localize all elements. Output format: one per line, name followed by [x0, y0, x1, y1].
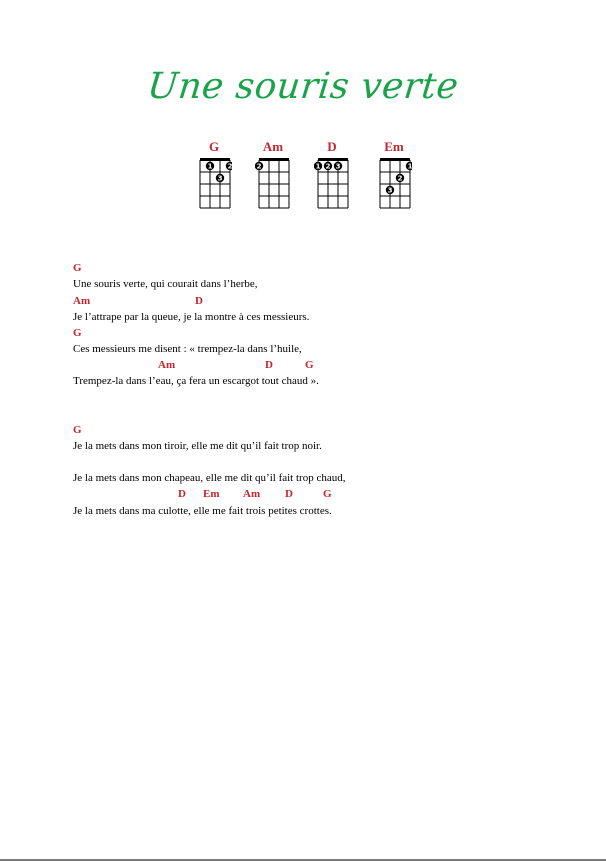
song-title: Une souris verte	[145, 66, 461, 107]
chord-nut	[259, 158, 289, 161]
finger-number: 2	[256, 162, 262, 171]
lyric-line: Une souris verte, qui courait dans l’herbe,	[73, 278, 258, 290]
finger-number: 2	[227, 162, 232, 171]
finger-number: 2	[325, 162, 331, 171]
chord-line	[73, 295, 473, 308]
finger-number: 3	[335, 162, 341, 171]
chord-grid-g	[196, 156, 232, 212]
chord-label: G	[73, 424, 82, 436]
finger-number: 1	[207, 162, 213, 171]
chord-label: D	[285, 488, 293, 500]
chord-line	[73, 424, 473, 437]
chord-label: Am	[158, 359, 176, 371]
chord-line	[73, 327, 473, 340]
chord-diagram-em	[364, 140, 424, 212]
chord-line	[73, 488, 473, 501]
chord-diagram-name: Em	[384, 139, 404, 154]
chord-line	[73, 262, 473, 275]
finger-number: 3	[217, 174, 223, 183]
finger-number: 1	[407, 162, 412, 171]
chord-label: D	[195, 295, 203, 307]
chord-label: G	[305, 359, 314, 371]
chord-grid-am	[255, 156, 291, 212]
finger-number: 2	[397, 174, 403, 183]
lyric-line: Je l’attrape par la queue, je la montre à ces messieurs.	[73, 311, 310, 323]
lyric-line: Ces messieurs me disent : « trempez-la dans l’huile,	[73, 343, 302, 355]
chord-label: Am	[73, 295, 91, 307]
chord-nut	[318, 158, 348, 161]
lyric-line: Je la mets dans mon tiroir, elle me dit qu’il fait trop noir.	[73, 440, 322, 452]
chord-diagram-name: Am	[262, 139, 284, 154]
chord-label: Em	[203, 488, 220, 500]
chord-diagram-name: D	[327, 139, 337, 154]
chord-line	[73, 359, 473, 372]
chord-grid-em	[376, 156, 412, 212]
finger-number: 3	[387, 186, 393, 195]
chord-diagram-d	[302, 140, 362, 212]
chord-nut	[200, 158, 230, 161]
chord-grid-d	[314, 156, 350, 212]
chord-label: Am	[243, 488, 261, 500]
finger-number: 1	[315, 162, 321, 171]
lyric-line: Trempez-la dans l’eau, ça fera un escargot tout chaud ».	[73, 375, 319, 387]
chord-diagram-am	[243, 140, 303, 212]
lyric-line: Je la mets dans ma culotte, elle me fait trois petites crottes.	[73, 505, 332, 517]
chord-label: G	[73, 327, 82, 339]
chord-nut	[380, 158, 410, 161]
chord-label: G	[73, 262, 82, 274]
lyric-line: Je la mets dans mon chapeau, elle me dit qu’il fait trop chaud,	[73, 472, 346, 484]
chord-diagram-name: G	[208, 139, 220, 154]
chord-label: D	[178, 488, 186, 500]
chord-label: D	[265, 359, 273, 371]
chord-diagram-g	[184, 140, 244, 212]
chord-label: G	[323, 488, 332, 500]
